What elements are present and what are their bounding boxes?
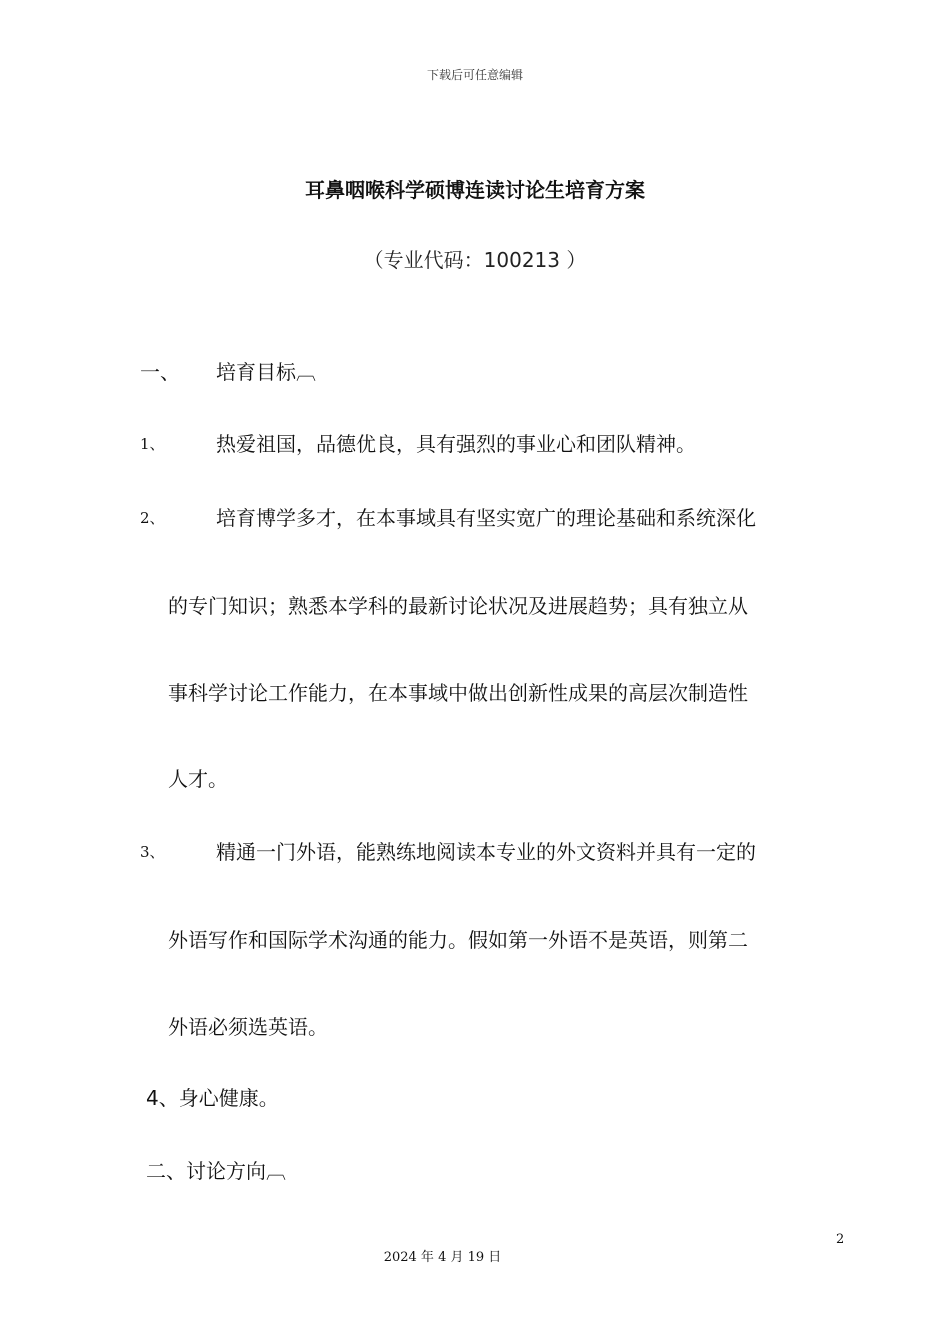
item-1-line-1: 热爱祖国，品德优良，具有强烈的事业心和团队精神。 bbox=[216, 432, 696, 456]
footer-date: 2024 年 4 月 19 日 bbox=[383, 1250, 502, 1265]
section-1-heading: 培育目标︹ bbox=[216, 360, 316, 384]
item-3-line-1: 精通一门外语，能熟练地阅读本专业的外文资料并具有一定的 bbox=[216, 840, 756, 864]
section-2-heading: 二、讨论方向︹ bbox=[146, 1159, 286, 1183]
document-subtitle: （专业代码：100213 ） bbox=[363, 248, 587, 272]
item-3-number: 3、 bbox=[140, 843, 165, 861]
item-2-line-3: 事科学讨论工作能力，在本事域中做出创新性成果的高层次制造性 bbox=[168, 681, 748, 705]
item-2-line-1: 培育博学多才，在本事域具有坚实宽广的理论基础和系统深化 bbox=[216, 506, 756, 530]
item-1-number: 1、 bbox=[140, 435, 165, 453]
item-2-line-2: 的专门知识；熟悉本学科的最新讨论状况及进展趋势；具有独立从 bbox=[168, 594, 748, 618]
item-3-line-2: 外语写作和国际学术沟通的能力。假如第一外语不是英语，则第二 bbox=[168, 928, 748, 952]
item-2-number: 2、 bbox=[140, 509, 165, 527]
item-2-line-4: 人才。 bbox=[168, 767, 228, 791]
document-title: 耳鼻咽喉科学硕博连读讨论生培育方案 bbox=[305, 178, 645, 202]
section-1-number: 一、 bbox=[140, 360, 180, 384]
item-4: 4、身心健康。 bbox=[146, 1086, 279, 1110]
page-number: 2 bbox=[836, 1232, 845, 1247]
header-note: 下载后可任意编辑 bbox=[426, 68, 523, 82]
item-3-line-3: 外语必须选英语。 bbox=[168, 1015, 328, 1039]
